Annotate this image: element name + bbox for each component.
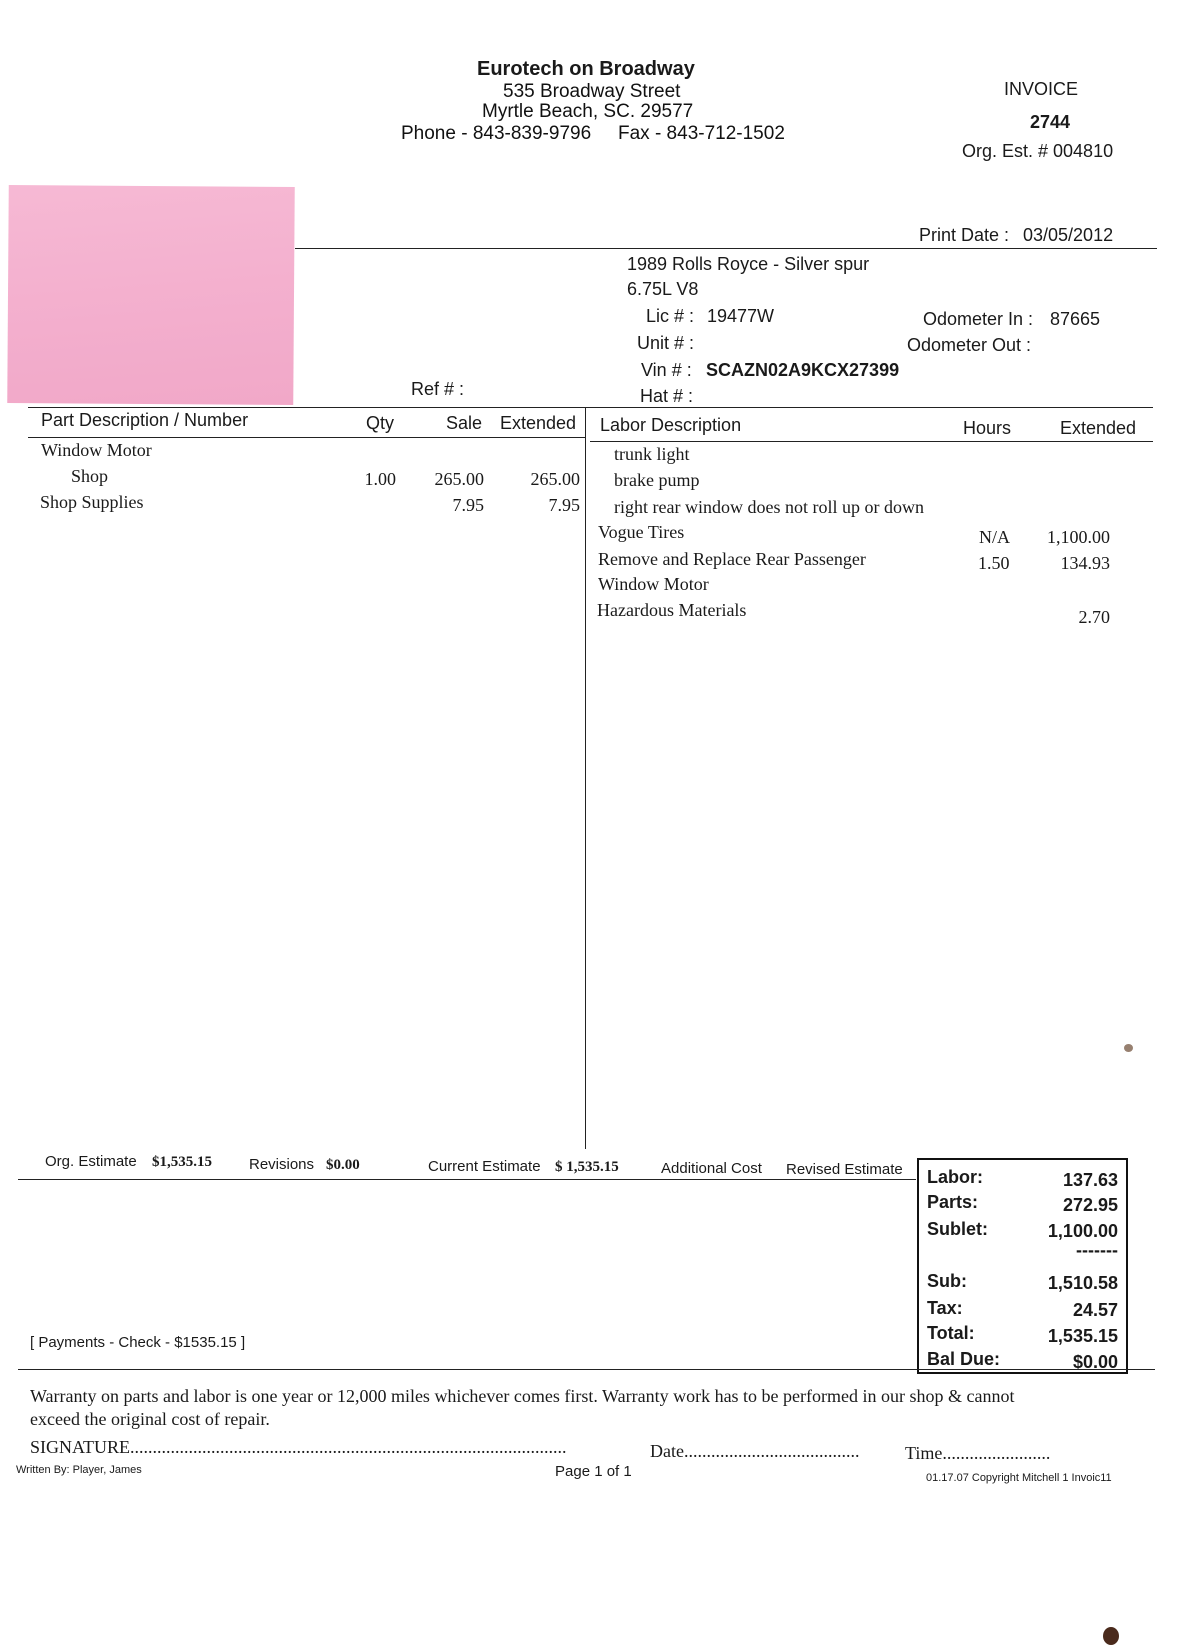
payments-line: [ Payments - Check - $1535.15 ] — [30, 1334, 246, 1351]
parts-header-sale: Sale — [446, 413, 483, 433]
shop-phone: Phone - 843-839-9796 — [401, 123, 592, 144]
parts-header-qty: Qty — [366, 413, 395, 433]
labor-row-hours: 1.50 — [978, 553, 1010, 573]
parts-header-description: Part Description / Number — [41, 410, 249, 430]
org-estimate-label: Org. Estimate — [45, 1153, 137, 1170]
org-est-number: Org. Est. # 004810 — [962, 141, 1114, 161]
odometer-in-value: 87665 — [1050, 309, 1101, 329]
odometer-out-label: Odometer Out : — [907, 335, 1032, 355]
revisions-value: $0.00 — [326, 1157, 360, 1173]
parts-header-bottom-rule — [28, 437, 585, 438]
hat-label: Hat # : — [640, 386, 694, 406]
page-number: Page 1 of 1 — [555, 1463, 632, 1480]
shop-street: 535 Broadway Street — [503, 81, 681, 102]
labor-row-description: Remove and Replace Rear Passenger — [598, 549, 866, 569]
written-by: Written By: Player, James — [16, 1464, 142, 1476]
unit-label: Unit # : — [637, 333, 695, 353]
invoice-number: 2744 — [1030, 112, 1071, 132]
shop-city: Myrtle Beach, SC. 29577 — [482, 101, 694, 122]
balance-due-label: Bal Due: — [927, 1349, 1001, 1369]
labor-row-extended: 2.70 — [1078, 607, 1110, 627]
sublet-total-value: 1,100.00 — [1047, 1221, 1118, 1241]
vin-value: SCAZN02A9KCX27399 — [706, 360, 900, 380]
copyright: 01.17.07 Copyright Mitchell 1 Invoic11 — [926, 1472, 1112, 1484]
parts-total-value: 272.95 — [1062, 1195, 1118, 1215]
labor-row-description: trunk light — [614, 444, 690, 464]
labor-row-description: brake pump — [614, 470, 700, 490]
parts-header-extended: Extended — [500, 413, 577, 433]
totals-separator: ------- — [1076, 1240, 1118, 1260]
labor-row-description: Vogue Tires — [598, 522, 685, 542]
lic-value: 19477W — [707, 306, 775, 326]
labor-row-description: Window Motor — [598, 574, 709, 594]
additional-cost-label: Additional Cost — [661, 1160, 762, 1177]
revised-estimate-label: Revised Estimate — [786, 1161, 903, 1178]
estimate-rule — [18, 1179, 916, 1180]
grand-total-label: Total: — [927, 1323, 975, 1343]
parts-total-label: Parts: — [927, 1192, 979, 1212]
labor-total-value: 137.63 — [1062, 1170, 1118, 1190]
labor-row-extended: 134.93 — [1060, 553, 1110, 573]
tax-value: 24.57 — [1072, 1300, 1118, 1320]
labor-row-description: Hazardous Materials — [597, 600, 747, 620]
parts-row-qty: 1.00 — [364, 469, 396, 489]
labor-header-description: Labor Description — [600, 415, 742, 435]
shop-name: Eurotech on Broadway — [477, 58, 695, 80]
scan-speck — [1103, 1627, 1119, 1645]
totals-box — [917, 1158, 1128, 1374]
labor-header-extended: Extended — [1060, 418, 1137, 438]
labor-total-label: Labor: — [927, 1167, 983, 1187]
tax-label: Tax: — [927, 1298, 963, 1318]
date-line: Date....................................... — [650, 1441, 860, 1461]
shop-fax: Fax - 843-712-1502 — [618, 123, 785, 144]
column-divider — [585, 407, 586, 1149]
warranty-line-2: exceed the original cost of repair. — [30, 1409, 270, 1429]
table-header-top-rule — [28, 407, 1153, 408]
footer-rule — [18, 1369, 1155, 1370]
time-line: Time........................ — [905, 1443, 1051, 1463]
vehicle-model: 1989 Rolls Royce - Silver spur — [627, 254, 870, 274]
labor-row-description: right rear window does not roll up or down — [614, 497, 924, 517]
parts-row-description: Shop — [71, 466, 109, 486]
ref-label: Ref # : — [411, 379, 465, 399]
revisions-label: Revisions — [249, 1156, 315, 1173]
current-estimate-label: Current Estimate — [428, 1158, 541, 1175]
labor-header-bottom-rule — [590, 441, 1153, 442]
parts-row-sale: 7.95 — [452, 495, 484, 515]
sub-total-value: 1,510.58 — [1047, 1273, 1118, 1293]
signature-line: SIGNATURE................................................................................................. — [30, 1437, 567, 1457]
labor-header-hours: Hours — [963, 418, 1012, 438]
parts-row-extended: 265.00 — [530, 469, 580, 489]
vin-label: Vin # : — [641, 360, 692, 380]
print-date-label: Print Date : — [919, 225, 1010, 245]
current-estimate-value: $ 1,535.15 — [555, 1159, 619, 1175]
labor-row-hours: N/A — [979, 527, 1010, 547]
parts-row-extended: 7.95 — [548, 495, 580, 515]
odometer-in-label: Odometer In : — [923, 309, 1034, 329]
pink-sticky-note — [7, 185, 295, 405]
print-date: 03/05/2012 — [1023, 225, 1114, 245]
grand-total-value: 1,535.15 — [1047, 1326, 1118, 1346]
parts-row-description: Shop Supplies — [40, 492, 144, 512]
sublet-total-label: Sublet: — [927, 1219, 988, 1239]
labor-row-extended: 1,100.00 — [1047, 527, 1110, 547]
invoice-label: INVOICE — [1004, 79, 1079, 99]
org-estimate-value: $1,535.15 — [152, 1154, 212, 1170]
balance-due-value: $0.00 — [1072, 1352, 1118, 1372]
sub-total-label: Sub: — [927, 1271, 967, 1291]
warranty-line-1: Warranty on parts and labor is one year or 12,000 miles whichever comes first. Warranty work has to be performed in our shop & cannot — [30, 1386, 1015, 1406]
scan-speck — [1124, 1044, 1133, 1052]
parts-row-description: Window Motor — [41, 440, 152, 460]
parts-row-sale: 265.00 — [434, 469, 484, 489]
vehicle-engine: 6.75L V8 — [627, 279, 699, 299]
lic-label: Lic # : — [646, 306, 695, 326]
top-rule — [295, 248, 1157, 249]
